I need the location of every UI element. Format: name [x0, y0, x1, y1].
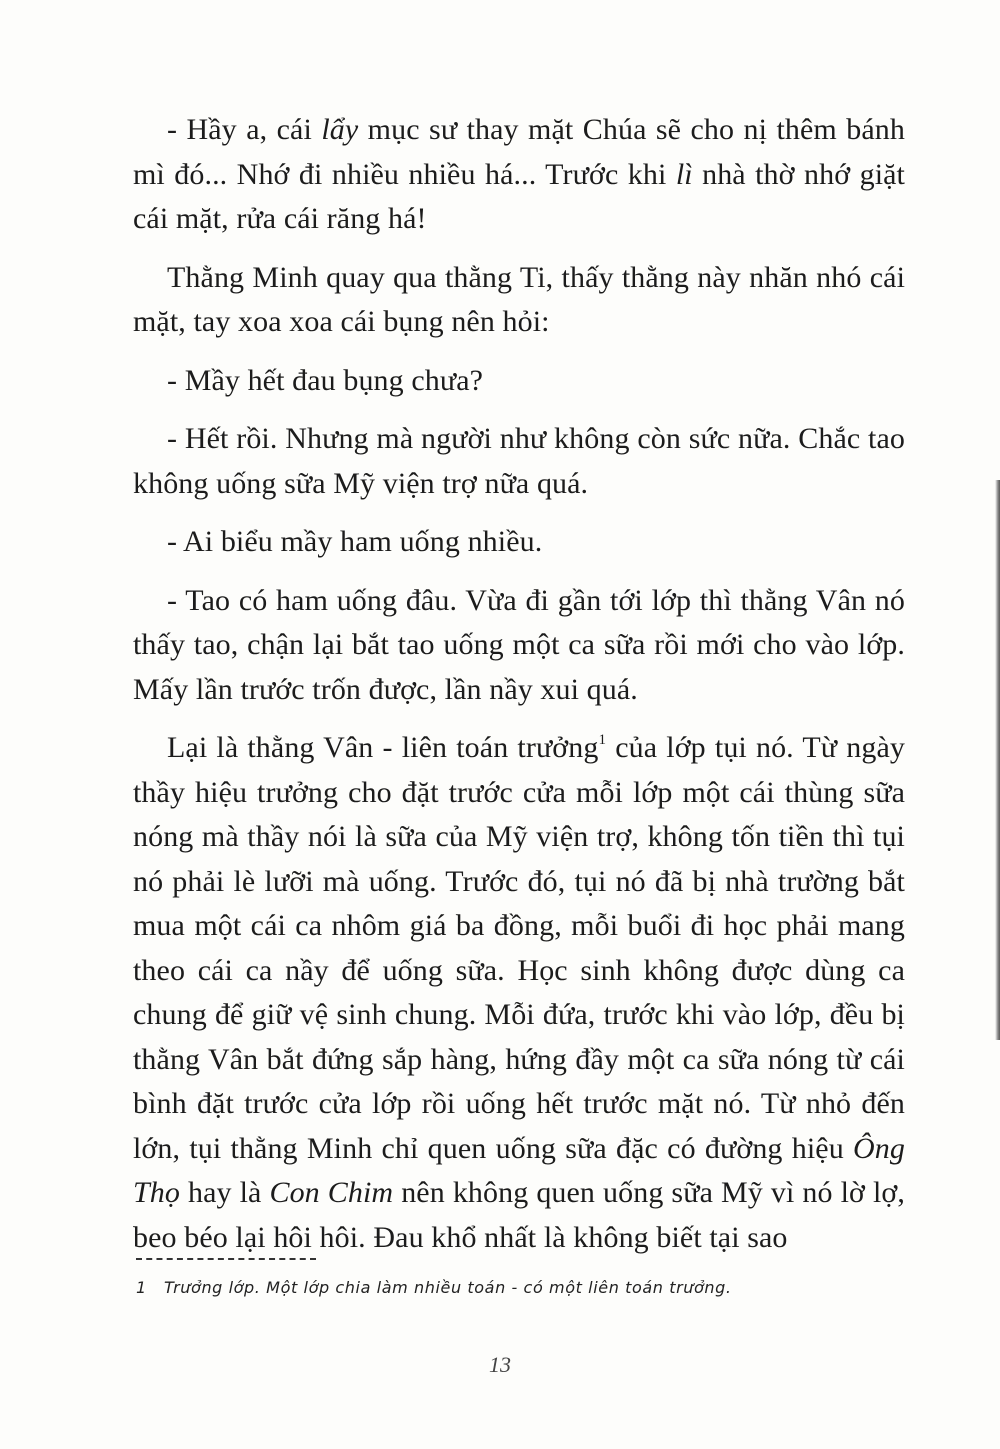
paragraph: [133, 520, 905, 565]
text-run: - Tao có ham uống đâu. Vừa đi gần tới lớp thì thằng Vân nó thấy tao, chận lại bắt tao uống một ca sữa rồi mới cho vào lớp. Mấy lần trước trốn được, lần nầy xui quá.: [133, 583, 905, 706]
paragraph: [133, 726, 905, 1260]
text-run: nhà thờ nhớ giặt cái mặt, rửa cái răng há!: [133, 157, 905, 235]
paragraph: [133, 417, 905, 506]
text-run: - Hết rồi. Nhưng mà người như không còn sức nữa. Chắc tao không uống sữa Mỹ viện trợ nữa quá.: [133, 422, 905, 500]
footnote: [136, 1278, 906, 1297]
text-run: nên không quen uống sữa Mỹ vì nó lờ lợ, beo béo lại hôi hôi. Đau khổ nhất là không biết tại sao: [133, 1176, 905, 1254]
page-number: 13: [489, 1352, 511, 1377]
paragraph: [133, 256, 905, 345]
page-edge-shadow: [995, 480, 1000, 1040]
text-run: - Ai biểu mầy ham uống nhiều.: [167, 525, 543, 558]
text-run: mục sư thay mặt Chúa sẽ cho nị thêm bánh mì đó... Nhớ đi nhiều nhiều há... Trước khi: [133, 113, 905, 191]
italic-text: lẩy: [321, 113, 359, 146]
italic-text: lì: [675, 157, 693, 191]
italic-text: Con Chim: [269, 1176, 394, 1209]
text-run: Thằng Minh quay qua thằng Ti, thấy thằng này nhăn nhó cái mặt, tay xoa xoa cái bụng nên hỏi:: [133, 260, 905, 338]
text-run: - Hầy a, cái: [167, 113, 322, 146]
text-run: hay là: [180, 1176, 270, 1209]
footnote-text: Trưởng lớp. Một lớp chia làm nhiều toán - có một liên toán trưởng.: [164, 1278, 732, 1297]
body-text: [133, 108, 905, 1274]
text-run: của lớp tụi nó. Từ ngày thầy hiệu trưởng cho đặt trước cửa mỗi lớp một cái thùng sữa nóng mà thầy nói là sữa của Mỹ viện trợ, không tốn tiền thì tụi nó phải lè lưỡi mà uống. Trước đó, tụi nó đã bị nhà trường bắt mua một cái ca nhôm giá ba đồng, mỗi buổi đi học phải mang theo cái ca nầy để uống sữa. Học sinh không được dùng ca chung để giữ vệ sinh chung. Mỗi đứa, trước khi vào lớp, đều bị thằng Vân bắt đứng sắp hàng, hứng đầy một ca sữa nóng từ cái bình đặt trước cửa lớp rồi uống hết trước mặt nó. Từ nhỏ đến lớn, tụi thằng Minh chỉ quen uống sữa đặc có đường hiệu: [133, 731, 905, 1165]
paragraph: [133, 579, 905, 713]
text-run: - Mầy hết đau bụng chưa?: [167, 363, 484, 397]
paragraph: [133, 108, 905, 242]
footnote-number: 1: [136, 1278, 147, 1297]
footnote-divider: [136, 1258, 316, 1260]
italic-text: Ông Thọ: [133, 1131, 905, 1209]
footnote-reference: 1: [598, 732, 607, 748]
text-run: Lại là thằng Vân - liên toán trưởng: [167, 731, 599, 764]
paragraph: [133, 359, 905, 404]
